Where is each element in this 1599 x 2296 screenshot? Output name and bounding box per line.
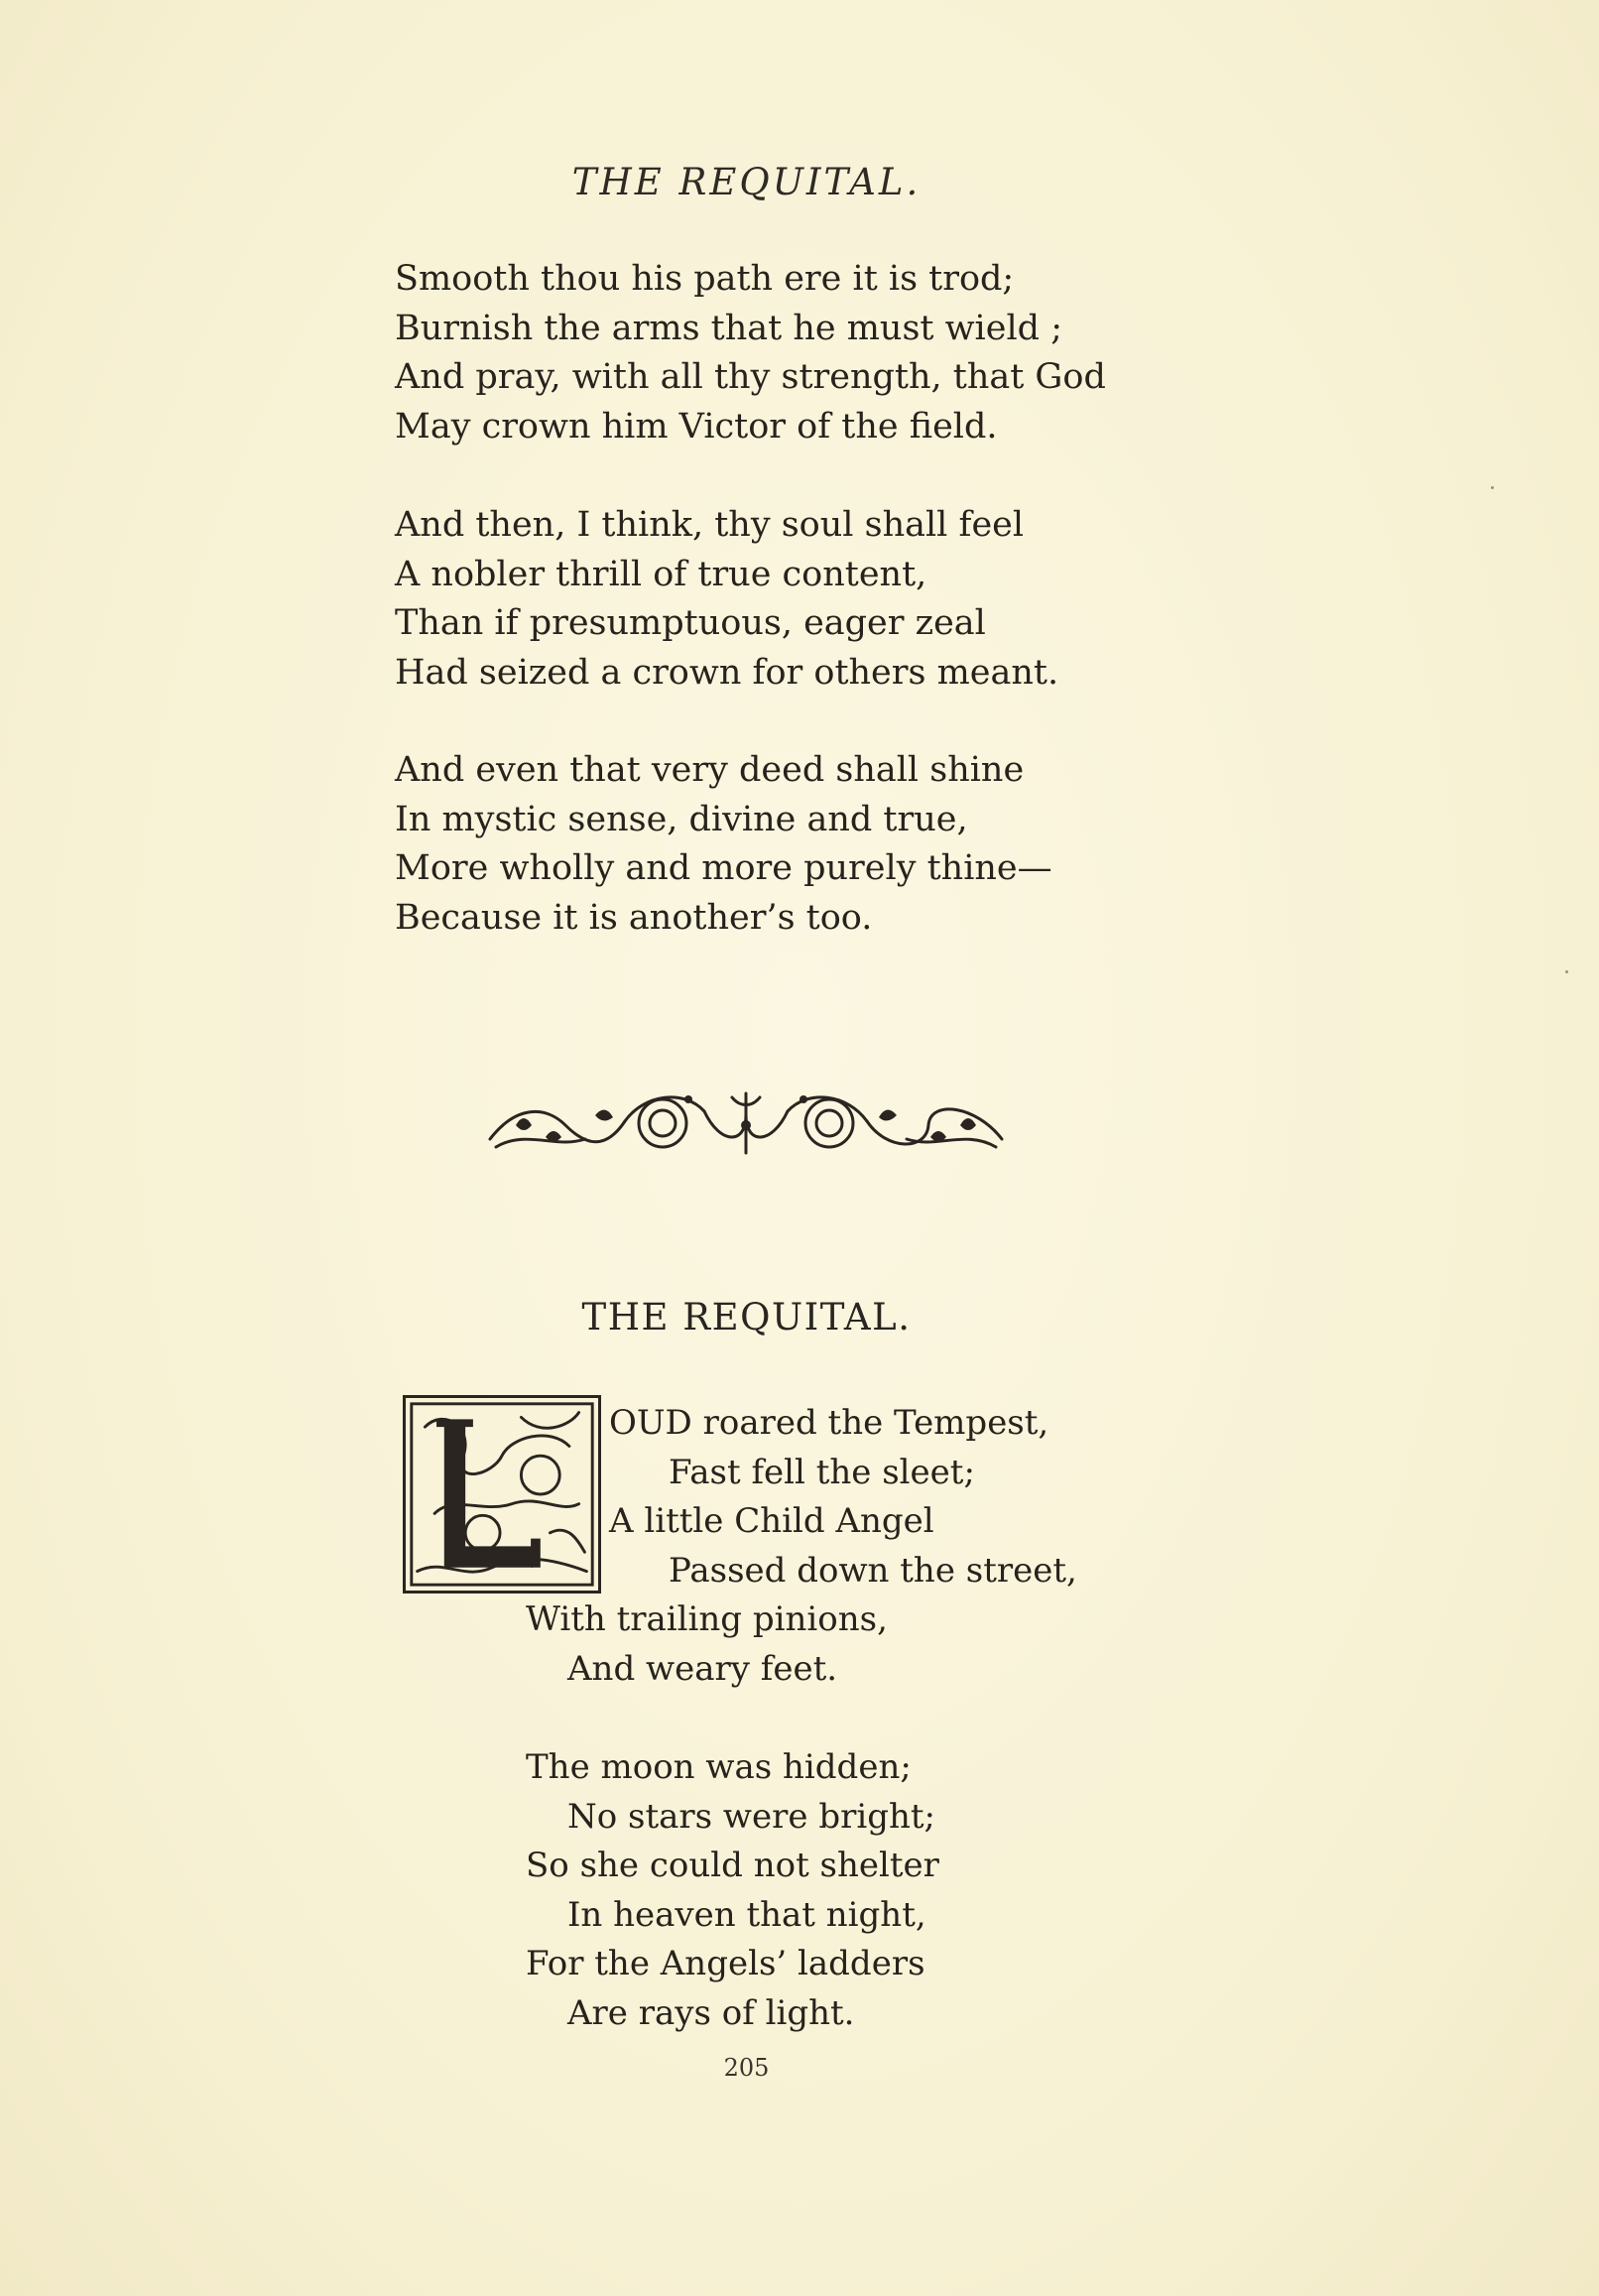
verse-line: In mystic sense, divine and true, (395, 799, 968, 839)
verse-line: And weary feet. (567, 1648, 838, 1689)
verse-line: Burnish the arms that he must wield ; (395, 308, 1062, 348)
verse-line: Had seized a crown for others meant. (395, 652, 1059, 693)
stanza-1 (395, 255, 1106, 451)
verse-line: A little Child Angel (609, 1501, 934, 1541)
verse-line: More wholly and more purely thine— (395, 848, 1052, 888)
verse-line: And then, I think, thy soul shall feel (395, 505, 1025, 545)
verse-line: And even that very deed shall shine (395, 750, 1025, 790)
floral-ornament-icon (486, 1085, 1007, 1157)
verse-line: And pray, with all thy strength, that God (395, 357, 1106, 397)
verse-line: Passed down the street, (669, 1550, 1077, 1591)
running-head: THE REQUITAL. (571, 161, 922, 203)
verse-line: For the Angels’ ladders (526, 1944, 925, 1983)
verse-line: Than if presumptuous, eager zeal (395, 603, 986, 643)
verse-line: A nobler thrill of true content, (395, 554, 927, 594)
stanza-2-poem (526, 1743, 939, 2038)
verse-line: OUD roared the Tempest, (609, 1403, 1049, 1443)
stanza-2 (395, 501, 1058, 698)
stanza-1-after-cap (526, 1595, 888, 1694)
verse-line: So she could not shelter (526, 1846, 939, 1885)
verse-line: May crown him Victor of the field. (395, 406, 998, 446)
stanza-3 (395, 746, 1052, 943)
verse-line: In heaven that night, (567, 1894, 926, 1935)
verse-line: Because it is another’s too. (395, 897, 873, 938)
drop-cap-letter: L (406, 1384, 417, 1402)
page-number: 205 (723, 2054, 770, 2082)
verse-line: Smooth thou his path ere it is trod; (395, 259, 1015, 299)
stanza-1-beside-cap (609, 1399, 1077, 1595)
paper-speck (1565, 970, 1568, 973)
verse-line: Are rays of light. (567, 1992, 855, 2033)
verse-line: The moon was hidden; (526, 1747, 912, 1787)
verse-line: With trailing pinions, (526, 1599, 888, 1639)
drop-cap (403, 1384, 601, 1594)
verse-line: No stars were bright; (567, 1796, 935, 1837)
verse-line: Fast fell the sleet; (669, 1452, 975, 1492)
poem-title: THE REQUITAL. (581, 1296, 912, 1339)
paper-speck (1491, 486, 1494, 489)
